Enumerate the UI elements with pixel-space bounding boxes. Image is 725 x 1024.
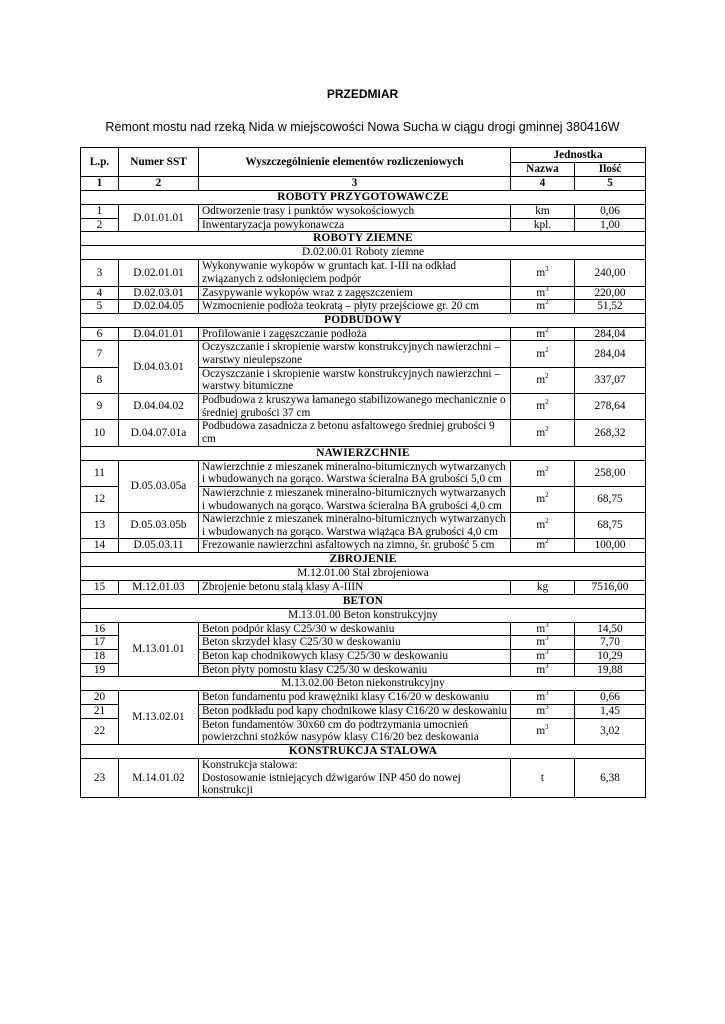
item-description: Oczyszczanie i skropienie warstw konstrukcyjnych nawierzchni – warstwy nieulepszone: [199, 341, 511, 367]
unit-name: m: [536, 636, 546, 649]
row-number: 7: [81, 341, 119, 367]
section-heading: ROBOTY ZIEMNE: [81, 232, 646, 246]
sst-code: D.04.07.01a: [119, 420, 199, 446]
table-row: [81, 581, 646, 595]
row-number: 6: [81, 327, 119, 341]
section-row: [81, 744, 646, 758]
row-number: 10: [81, 420, 119, 446]
table-row: [81, 513, 646, 539]
unit-exponent: 2: [545, 465, 549, 474]
subsection-row: [81, 608, 646, 622]
item-description: Wzmocnienie podłoża teokratą – płyty przejściowe gr. 20 cm: [199, 300, 511, 314]
table-body: [81, 191, 646, 798]
unit-exponent: 3: [545, 689, 549, 698]
header-description: Wyszczególnienie elementów rozliczeniowych: [199, 148, 511, 177]
unit-cell: [511, 218, 575, 232]
item-description: Beton kap chodnikowych klasy C25/30 w deskowaniu: [199, 650, 511, 664]
item-description: Beton fundamentów 30x60 cm do podtrzymania umocnień powierzchni stożków nasypów klasy C16/20 bez deskowania: [199, 718, 511, 744]
quantity: 0,06: [575, 205, 646, 219]
unit-name: kpl.: [533, 218, 552, 231]
table-row: [81, 394, 646, 420]
unit-name: m: [536, 663, 546, 676]
item-description: Podbudowa zasadnicza z betonu asfaltowego średniej grubości 9 cm: [199, 420, 511, 446]
unit-exponent: 3: [545, 648, 549, 657]
sst-code: D.05.03.05b: [119, 513, 199, 539]
sst-code: D.02.03.01: [119, 286, 199, 300]
section-row: [81, 594, 646, 608]
unit-exponent: 2: [545, 517, 549, 526]
unit-cell: [511, 300, 575, 314]
document-title: PRZEDMIAR: [326, 87, 399, 101]
table-row: [81, 205, 646, 219]
item-description: Zbrojenie betonu stalą klasy A-IIIN: [199, 581, 511, 595]
section-row: [81, 313, 646, 327]
unit-exponent: 3: [545, 284, 549, 293]
quantity: 258,00: [575, 460, 646, 486]
row-number: 14: [81, 539, 119, 553]
column-number: 4: [511, 177, 575, 191]
item-description: Odtworzenie trasy i punktów wysokościowych: [199, 205, 511, 219]
unit-exponent: 2: [545, 398, 549, 407]
quantity: 51,52: [575, 300, 646, 314]
unit-cell: [511, 460, 575, 486]
unit-cell: [511, 286, 575, 300]
section-heading: NAWIERZCHNIE: [81, 446, 646, 460]
document-subtitle: Remont mostu nad rzeką Nida w miejscowości Nowa Sucha w ciągu drogi gminnej 380416W: [105, 120, 620, 134]
section-row: [81, 232, 646, 246]
subsection-heading: D.02.00.01 Roboty ziemne: [81, 246, 646, 260]
unit-name: m: [536, 300, 546, 313]
item-description: Beton podpór klasy C25/30 w deskowaniu: [199, 622, 511, 636]
header-sst: Numer SST: [119, 148, 199, 177]
unit-exponent: 3: [545, 264, 549, 273]
quantity: 100,00: [575, 539, 646, 553]
item-description-line: Dostosowanie istniejących dźwigarów INP 450 do nowej konstrukcji: [202, 771, 461, 797]
unit-name: m: [536, 691, 546, 704]
unit-exponent: 2: [545, 298, 549, 307]
unit-cell: [511, 650, 575, 664]
unit-cell: [511, 718, 575, 744]
subsection-row: [81, 246, 646, 260]
column-number: 5: [575, 177, 646, 191]
item-description: Frezowanie nawierzchni asfaltowych na zimno, śr. grubość 5 cm: [199, 539, 511, 553]
sst-code: M.13.02.01: [119, 691, 199, 745]
quantity: 19,88: [575, 663, 646, 677]
table-row: [81, 539, 646, 553]
unit-cell: [511, 663, 575, 677]
quantity: 240,00: [575, 260, 646, 286]
item-description: Oczyszczanie i skropienie warstw konstrukcyjnych nawierzchni – warstwy bitumiczne: [199, 367, 511, 393]
row-number: 17: [81, 636, 119, 650]
column-number: 1: [81, 177, 119, 191]
unit-name: t: [540, 771, 545, 784]
quantity: 7,70: [575, 636, 646, 650]
sst-code: D.04.04.02: [119, 394, 199, 420]
unit-exponent: 3: [545, 703, 549, 712]
unit-name: m: [536, 519, 546, 532]
unit-name: m: [536, 650, 546, 663]
unit-name: m: [536, 327, 546, 340]
quantity: 3,02: [575, 718, 646, 744]
table-row: [81, 327, 646, 341]
section-heading: ROBOTY PRZYGOTOWAWCZE: [81, 191, 646, 205]
item-description: Podbudowa z kruszywa łamanego stabilizowanego mechanicznie o średniej grubości 37 cm: [199, 394, 511, 420]
sst-code: D.01.01.01: [119, 205, 199, 232]
sst-code: M.12.01.03: [119, 581, 199, 595]
unit-cell: [511, 636, 575, 650]
unit-cell: [511, 205, 575, 219]
section-heading: PODBUDOWY: [81, 313, 646, 327]
unit-name: m: [536, 622, 546, 635]
unit-cell: [511, 260, 575, 286]
item-description: Beton skrzydeł klasy C25/30 w deskowaniu: [199, 636, 511, 650]
table-row: [81, 286, 646, 300]
row-number: 11: [81, 460, 119, 486]
item-description: Inwentaryzacja powykonawcza: [199, 218, 511, 232]
unit-cell: [511, 758, 575, 797]
unit-cell: [511, 581, 575, 595]
table-row: [81, 300, 646, 314]
unit-exponent: 2: [545, 537, 549, 546]
item-description: [199, 758, 511, 797]
unit-cell: [511, 704, 575, 718]
item-description: Zasypywanie wykopów wraz z zagęszczeniem: [199, 286, 511, 300]
row-number: 4: [81, 286, 119, 300]
sst-code: D.04.01.01: [119, 327, 199, 341]
unit-cell: [511, 420, 575, 446]
table-row: [81, 460, 646, 486]
quantity: 14,50: [575, 622, 646, 636]
header-quantity: Ilość: [575, 163, 646, 177]
unit-name: m: [536, 426, 546, 439]
item-description: Nawierzchnie z mieszanek mineralno-bitumicznych wytwarzanych i wbudowanych na gorąco. Warstwa ścieralna BA grubości 4,0 cm: [199, 486, 511, 512]
section-heading: ZBROJENIE: [81, 553, 646, 567]
unit-name: m: [536, 347, 546, 360]
subsection-row: [81, 567, 646, 581]
quantity: 7516,00: [575, 581, 646, 595]
unit-cell: [511, 691, 575, 705]
row-number: 20: [81, 691, 119, 705]
row-number: 21: [81, 704, 119, 718]
quantity: 68,75: [575, 513, 646, 539]
row-number: 15: [81, 581, 119, 595]
sst-code: M.13.01.01: [119, 622, 199, 677]
row-number: 18: [81, 650, 119, 664]
section-row: [81, 553, 646, 567]
unit-exponent: 3: [545, 661, 549, 670]
sst-code: D.02.04.05: [119, 300, 199, 314]
quantity: 10,29: [575, 650, 646, 664]
table-row: [81, 420, 646, 446]
unit-exponent: 3: [545, 723, 549, 732]
unit-exponent: 2: [545, 424, 549, 433]
unit-name: m: [536, 724, 546, 737]
row-number: 16: [81, 622, 119, 636]
row-number: 1: [81, 205, 119, 219]
row-number: 3: [81, 260, 119, 286]
subsection-heading: M.12.01.00 Stal zbrojeniowa: [81, 567, 646, 581]
column-number-row: [81, 177, 646, 191]
unit-name: m: [536, 374, 546, 387]
row-number: 19: [81, 663, 119, 677]
unit-cell: [511, 513, 575, 539]
column-number: 3: [199, 177, 511, 191]
sst-code: D.05.03.11: [119, 539, 199, 553]
unit-name: m: [536, 286, 546, 299]
unit-exponent: 3: [545, 634, 549, 643]
table-row: [81, 691, 646, 705]
section-heading: BETON: [81, 594, 646, 608]
unit-name: km: [535, 205, 550, 217]
item-description: Nawierzchnie z mieszanek mineralno-bitumicznych wytwarzanych i wbudowanych na gorąco. Warstwa wiążąca BA grubości 4,0 cm: [199, 513, 511, 539]
unit-exponent: 2: [545, 326, 549, 335]
item-description: Profilowanie i zagęszczanie podłoża: [199, 327, 511, 341]
row-number: 13: [81, 513, 119, 539]
quantity: 1,45: [575, 704, 646, 718]
unit-cell: [511, 539, 575, 553]
unit-exponent: 2: [545, 346, 549, 355]
row-number: 2: [81, 218, 119, 232]
unit-name: m: [536, 493, 546, 506]
sst-code: D.02.01.01: [119, 260, 199, 286]
unit-name: m: [536, 400, 546, 413]
header-unit-group: Jednostka: [511, 148, 646, 163]
quantity: 337,07: [575, 367, 646, 393]
item-description: Beton fundamentu pod krawężniki klasy C16/20 w deskowaniu: [199, 691, 511, 705]
unit-exponent: 2: [545, 372, 549, 381]
row-number: 22: [81, 718, 119, 744]
sst-code: M.14.01.02: [119, 758, 199, 797]
unit-exponent: 2: [545, 491, 549, 500]
unit-cell: [511, 622, 575, 636]
sst-code: D.05.03.05a: [119, 460, 199, 513]
quantity: 68,75: [575, 486, 646, 512]
unit-cell: [511, 341, 575, 367]
unit-name: m: [536, 539, 546, 552]
quantity: 0,66: [575, 691, 646, 705]
quantity: 284,04: [575, 327, 646, 341]
unit-name: m: [536, 704, 546, 717]
row-number: 9: [81, 394, 119, 420]
quantity: 278,64: [575, 394, 646, 420]
quantity: 1,00: [575, 218, 646, 232]
sst-code: D.04.03.01: [119, 341, 199, 394]
section-heading: KONSTRUKCJA STALOWA: [81, 744, 646, 758]
subsection-row: [81, 677, 646, 691]
subsection-heading: M.13.02.00 Beton niekonstrukcyjny: [81, 677, 646, 691]
quantity: 284,04: [575, 341, 646, 367]
table-row: [81, 341, 646, 367]
bill-of-quantities-table: [80, 147, 646, 798]
section-row: [81, 446, 646, 460]
unit-exponent: 3: [545, 620, 549, 629]
header-lp: L.p.: [81, 148, 119, 177]
column-number: 2: [119, 177, 199, 191]
unit-cell: [511, 367, 575, 393]
quantity: 268,32: [575, 420, 646, 446]
item-description: Beton podkładu pod kapy chodnikowe klasy C16/20 w deskowaniu: [199, 704, 511, 718]
unit-name: kg: [536, 581, 549, 594]
unit-name: m: [536, 466, 546, 479]
quantity: 220,00: [575, 286, 646, 300]
row-number: 8: [81, 367, 119, 393]
item-description: Wykonywanie wykopów w gruntach kat. I-III na odkład związanych z odsłonięciem podpór: [199, 260, 511, 286]
row-number: 12: [81, 486, 119, 512]
unit-name: m: [536, 266, 546, 279]
section-row: [81, 191, 646, 205]
unit-cell: [511, 327, 575, 341]
unit-cell: [511, 394, 575, 420]
item-description: Nawierzchnie z mieszanek mineralno-bitumicznych wytwarzanych i wbudowanych na gorąco. Warstwa ścieralna BA grubości 5,0 cm: [199, 460, 511, 486]
unit-cell: [511, 486, 575, 512]
quantity: 6,38: [575, 758, 646, 797]
table-row: [81, 622, 646, 636]
item-description: Beton płyty pomostu klasy C25/30 w deskowaniu: [199, 663, 511, 677]
table-row: [81, 758, 646, 797]
row-number: 5: [81, 300, 119, 314]
table-row: [81, 260, 646, 286]
row-number: 23: [81, 758, 119, 797]
header-unit-name: Nazwa: [511, 163, 575, 177]
item-description-line: Konstrukcja stalowa:: [202, 758, 298, 771]
subsection-heading: M.13.01.00 Beton konstrukcyjny: [81, 608, 646, 622]
